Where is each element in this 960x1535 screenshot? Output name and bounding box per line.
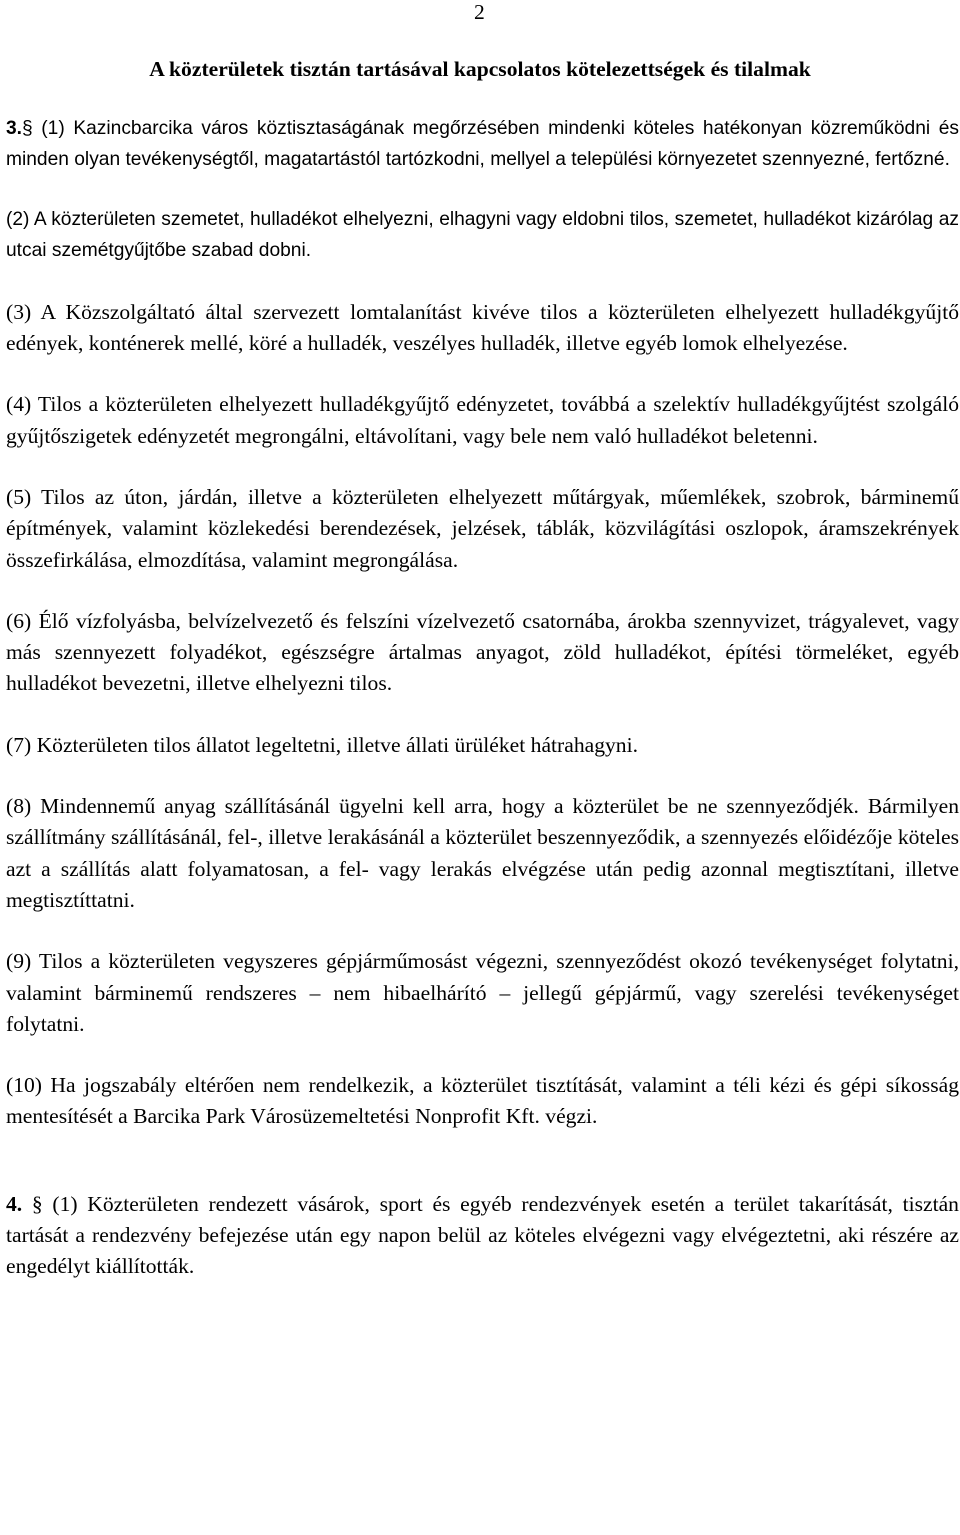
section-sign: § (22, 118, 33, 139)
section-3-paragraph-5: (5) Tilos az úton, járdán, illetve a közterületen elhelyezett műtárgyak, műemlékek, szobrok, bárminemű építmények, valamint közlekedési berendezések, jelzések, táblák, közvilágítási oszlopok, áramszekrények összefirkálása, elmozdítása, valamint megrongálása. (6, 485, 959, 572)
section-3-paragraph-3: (3) A Közszolgáltató által szervezett lomtalanítást kivéve tilos a közterületen elhelyezett hulladékgyűjtő edények, konténerek mellé, köré a hulladék, veszélyes hulladék, illetve egyéb lomok elhelyezése. (6, 299, 959, 356)
section-3-paragraph-4: (4) Tilos a közterületen elhelyezett hulladékgyűjtő edényzetet, továbbá a szelektív hulladékgyűjtést szolgáló gyűjtőszigetek edényzetét megrongálni, eltávolítani, vagy bele nem való hulladékot beletenni. (6, 392, 959, 448)
section-4-text-1: (1) Közterületen rendezett vásárok, sport és egyéb rendezvények esetén a terület takarítását, tisztán tartását a rendezvény befejezése után egy napon belül az köteles elvégezni vagy elvégeztetni, aki részére az engedélyt kiállították. (6, 1191, 959, 1279)
section-3-text-1: (1) Kazincbarcika város köztisztaságának megőrzésében mindenki köteles hatékonyan közreműködni és minden olyan tevékenységtől, magatartástól tartózkodni, mellyel a települési környezetet szennyezné, fertőzné. (6, 118, 959, 170)
section-3-paragraph-8: (8) Mindennemű anyag szállításánál ügyelni kell arra, hogy a közterület be ne szennyeződjék. Bármilyen szállítmány szállításánál, fel-, illetve lerakásánál a közterület beszennyeződik, a szennyezés előidézője köteles azt a szállítás alatt folyamatosan, a fel- vagy lerakás elvégzése után pedig azonnal megtisztítani, illetve megtisztíttatni. (6, 794, 959, 912)
section-3-paragraph-9: (9) Tilos a közterületen vegyszeres gépjárműmosást végezni, szennyeződést okozó tevékenységet folytatni, valamint bárminemű rendszeres – nem hibaelhárító – jellegű gépjármű, vagy szerelési tevékenységet folytatni. (6, 949, 959, 1036)
section-4-number: 4. (6, 1191, 23, 1216)
page-title: A közterületek tisztán tartásával kapcsolatos kötelezettségek és tilalmak (149, 57, 811, 81)
section-4-paragraph-1 (6, 1189, 959, 1283)
section-3-paragraph-2: (2) A közterületen szemetet, hulladékot elhelyezni, elhagyni vagy eldobni tilos, szemetet, hulladékot kizárólag az utcai szemétgyűjtőbe szabad dobni. (6, 209, 959, 262)
section-3-paragraph-7: (7) Közterületen tilos állatot legeltetni, illetve állati ürüléket hátrahagyni. (6, 732, 638, 757)
section-3-paragraph-10: (10) Ha jogszabály eltérően nem rendelkezik, a közterület tisztítását, valamint a téli kézi és gépi síkosság mentesítését a Barcika Park Városüzemeltetési Nonprofit Kft. végzi. (6, 1073, 959, 1129)
page-number: 2 (474, 0, 485, 24)
section-3-number: 3. (6, 118, 23, 139)
section-sign: § (31, 1191, 43, 1216)
section-3-paragraph-1 (6, 114, 959, 175)
section-3-paragraph-6: (6) Élő vízfolyásba, belvízelvezető és felszíni vízelvezető csatornába, árokba szennyvizet, trágyalevet, vagy más szennyezett folyadékot, egészségre ártalmas anyagot, zöld hulladékot, építési törmeléket, egyéb hulladékot bevezetni, illetve elhelyezni tilos. (6, 608, 959, 696)
document-body (6, 114, 959, 1283)
